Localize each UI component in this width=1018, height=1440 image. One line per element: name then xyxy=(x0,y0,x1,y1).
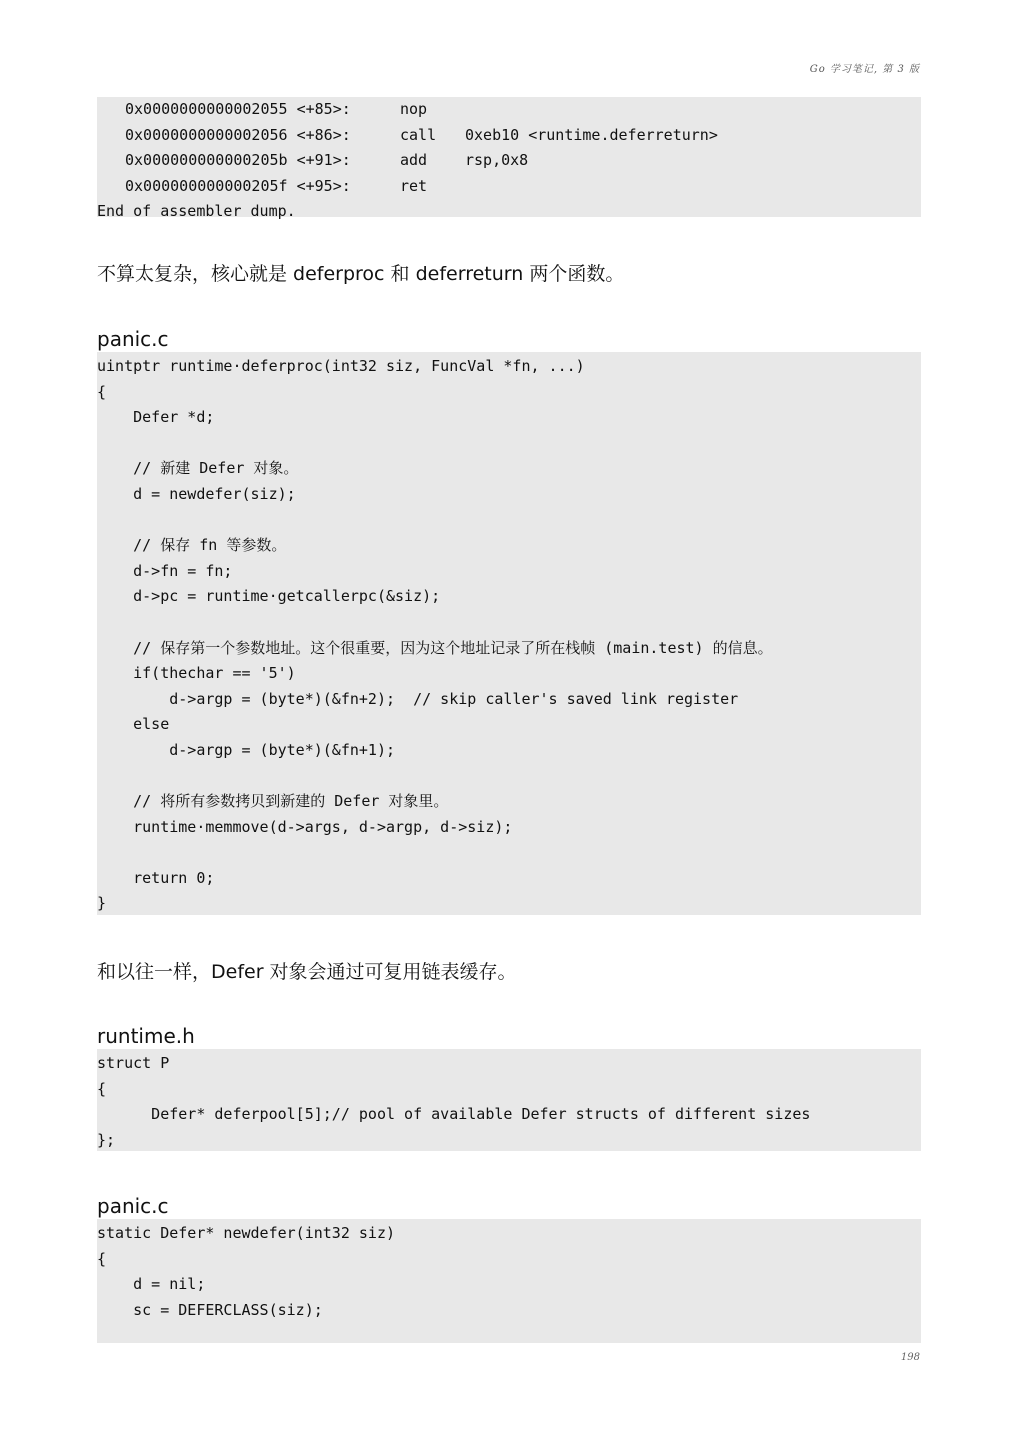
code-block-struct-p xyxy=(97,1049,921,1151)
code-line: d->argp = (byte*)(&fn+2); // skip caller's saved link register xyxy=(97,689,739,708)
code-line: runtime·memmove(d->args, d->argp, d->siz); xyxy=(97,817,513,836)
asm-address: 0x000000000000205b <+91>: xyxy=(125,151,351,170)
paragraph-defer-cache: 和以往一样，Defer 对象会通过可复用链表缓存。 xyxy=(97,961,517,983)
assembler-dump-block xyxy=(97,97,921,221)
asm-end-line: End of assembler dump. xyxy=(97,202,296,221)
asm-address: 0x0000000000002056 <+86>: xyxy=(125,125,351,144)
page-number: 198 xyxy=(900,1352,920,1363)
code-line: Defer *d; xyxy=(97,408,215,427)
code-block-newdefer xyxy=(97,1219,921,1343)
asm-opcode: ret xyxy=(400,176,428,195)
code-line: static Defer* newdefer(int32 siz) xyxy=(97,1224,396,1242)
code-line: } xyxy=(97,894,107,913)
code-line xyxy=(97,508,921,534)
code-line: Defer* deferpool[5];// pool of available Defer structs of different sizes xyxy=(97,1105,811,1124)
paragraph-defer-core: 不算太复杂，核心就是 deferproc 和 deferreturn 两个函数。 xyxy=(97,263,625,285)
code-line: { xyxy=(97,382,107,401)
code-line xyxy=(97,840,921,866)
code-line: d->fn = fn; xyxy=(97,561,233,580)
asm-opcode: nop xyxy=(400,100,428,118)
asm-operands: rsp,0x8 xyxy=(465,151,529,170)
asm-operands: 0xeb10 <runtime.deferreturn> xyxy=(465,125,718,144)
file-label-panic-c: panic.c xyxy=(97,327,169,351)
asm-line xyxy=(97,123,921,149)
code-line: { xyxy=(97,1079,107,1098)
code-line: return 0; xyxy=(97,868,215,887)
code-line: else xyxy=(97,715,170,734)
running-header: Go 学习笔记, 第 3 版 xyxy=(809,64,920,75)
code-line: d = newdefer(siz); xyxy=(97,484,296,503)
code-line: // 保存第一个参数地址。这个很重要，因为这个地址记录了所在栈帧 (main.test) 的信息。 xyxy=(97,638,773,657)
code-line: { xyxy=(97,1249,107,1268)
file-label-panic-c-2: panic.c xyxy=(97,1194,169,1218)
asm-line xyxy=(97,97,921,123)
asm-address: 0x000000000000205f <+95>: xyxy=(125,176,351,195)
code-line: d->pc = runtime·getcallerpc(&siz); xyxy=(97,587,441,606)
code-line xyxy=(97,610,921,636)
code-line: // 保存 fn 等参数。 xyxy=(97,536,287,555)
code-line: if(thechar == '5') xyxy=(97,664,296,683)
file-label-runtime-h: runtime.h xyxy=(97,1024,195,1048)
code-line: uintptr runtime·deferproc(int32 siz, FuncVal *fn, ...) xyxy=(97,357,585,375)
asm-opcode: add xyxy=(400,151,428,170)
code-line xyxy=(97,764,921,790)
code-block-deferproc xyxy=(97,352,921,915)
code-line: d->argp = (byte*)(&fn+1); xyxy=(97,740,396,759)
code-line: }; xyxy=(97,1130,116,1149)
code-line: // 新建 Defer 对象。 xyxy=(97,459,299,478)
asm-line xyxy=(97,148,921,174)
asm-line xyxy=(97,174,921,200)
code-line: sc = DEFERCLASS(siz); xyxy=(97,1300,323,1319)
code-line: struct P xyxy=(97,1054,170,1072)
code-line: // 将所有参数拷贝到新建的 Defer 对象里。 xyxy=(97,792,449,811)
code-line: d = nil; xyxy=(97,1275,206,1294)
asm-opcode: call xyxy=(400,125,437,144)
asm-address: 0x0000000000002055 <+85>: xyxy=(125,100,351,118)
code-line xyxy=(97,431,921,457)
